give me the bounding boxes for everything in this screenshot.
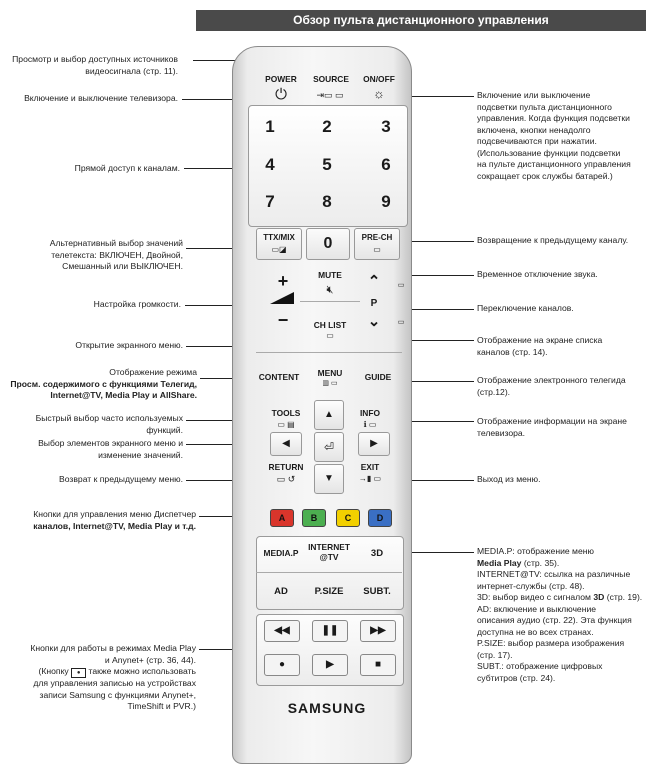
pause-icon[interactable]: ❚❚ (312, 620, 348, 642)
volume-down-button[interactable]: − (277, 310, 289, 330)
color-key-d[interactable]: D (368, 509, 392, 527)
annotation-power: Включение и выключение телевизора. (24, 93, 178, 103)
channel-up-button[interactable]: ⌃ (367, 273, 381, 290)
annotation-onoff: Включение или выключение подсветки пульта дистанционного управления. Когда функция подсветки включена, кнопки ненадолго подсвечиваются при нажатии. (Использование функции подсветки на пульте дистанционного управления сокращает срок службы батарей.) (477, 90, 631, 181)
brand-logo: SAMSUNG (287, 700, 367, 716)
nav-enter-button[interactable]: ⏎ (314, 432, 344, 462)
3d-button[interactable]: 3D (370, 548, 384, 559)
ch-list-icon: ▭ (326, 331, 334, 340)
leader-line (404, 552, 474, 553)
channel-label: P (370, 298, 378, 309)
channel-down-icon: ▭ (397, 319, 405, 326)
onoff-label: ON/OFF (363, 74, 395, 84)
annotation-content: Отображение режима Просм. содержимого с функциями Телегид, Internet@TV, Media Play и AllShare. (10, 367, 197, 400)
ttx-mix-button[interactable]: TTX/MIX ▭◪ (256, 228, 302, 260)
info-icon: ℹ ▭ (363, 420, 377, 429)
annotation-tools: Быстрый выбор часто используемых функций. (35, 413, 183, 435)
color-key-a[interactable]: A (270, 509, 294, 527)
record-icon: ● (71, 668, 86, 678)
return-icon: ▭ ↺ (276, 474, 296, 484)
digit-3-button[interactable]: 3 (381, 117, 391, 136)
digit-9-button[interactable]: 9 (381, 192, 391, 211)
digit-8-button[interactable]: 8 (322, 192, 332, 211)
content-button[interactable]: CONTENT (258, 372, 300, 382)
info-button[interactable]: INFO (359, 408, 380, 418)
internet-tv-button[interactable]: INTERNET @TV (308, 542, 350, 562)
power-label: POWER (265, 74, 297, 84)
channel-down-button[interactable]: ⌄ (367, 313, 381, 330)
color-key-b[interactable]: B (302, 509, 326, 527)
rewind-icon[interactable]: ◀◀ (264, 620, 300, 642)
digit-0-button[interactable]: 0 (306, 228, 350, 260)
digit-2-button[interactable]: 2 (322, 117, 332, 136)
record-icon[interactable]: ● (264, 654, 300, 676)
nav-left-button[interactable]: ◀ (270, 432, 302, 456)
volume-indicator (270, 292, 294, 304)
media-p-button[interactable]: MEDIA.P (263, 548, 299, 558)
annotation-guide: Отображение электронного телегида (стр.12). (477, 375, 626, 397)
power-icon[interactable]: ⏻ (275, 86, 287, 103)
stop-icon[interactable]: ■ (360, 654, 396, 676)
mute-icon[interactable]: 🔇︎ (326, 284, 334, 296)
digit-6-button[interactable]: 6 (381, 155, 391, 174)
p-size-button[interactable]: P.SIZE (314, 586, 344, 597)
divider (256, 572, 402, 573)
bulb-icon[interactable]: ☼ (373, 86, 385, 101)
guide-button[interactable]: GUIDE (364, 372, 392, 382)
nav-right-button[interactable]: ▶ (358, 432, 390, 456)
exit-button[interactable]: EXIT (360, 462, 380, 472)
digit-5-button[interactable]: 5 (322, 155, 332, 174)
annotation-channel: Переключение каналов. (477, 303, 574, 313)
annotation-function-keys: MEDIA.P: отображение меню Media Play (стр. 35). INTERNET@TV: ссылка на различные интернет-службы (стр. 48). 3D: выбор видео с сигналом 3D (стр. 19). AD: включение и выключение описания аудио (стр. 22). Эта функция доступна не во всех странах. P.SIZE: выбор размера изображения (стр. 17). SUBT.: отображение цифровых субтитров (стр. 24). (477, 546, 643, 683)
exit-icon: →▮ ▭ (358, 474, 382, 483)
menu-button[interactable]: MENU (317, 368, 343, 378)
annotation-direct-access: Прямой доступ к каналам. (74, 163, 180, 173)
mute-label: MUTE (318, 270, 342, 280)
annotation-media-keys: Кнопки для работы в режимах Media Play и Anynet+ (стр. 36, 44). (Кнопку ● также можно использовать для управления записью на устройствах записи Samsung с функциями Anynet+, TimeShift и PVR.) (30, 643, 196, 711)
annotation-exit: Выход из меню. (477, 474, 541, 484)
annotation-prech: Возвращение к предыдущему каналу. (477, 235, 629, 245)
ch-list-button[interactable]: CH LIST (313, 320, 347, 330)
divider (256, 352, 402, 353)
return-button[interactable]: RETURN (268, 462, 304, 472)
fast-forward-icon[interactable]: ▶▶ (360, 620, 396, 642)
annotation-volume: Настройка громкости. (93, 299, 181, 309)
nav-up-button[interactable]: ▲ (314, 400, 344, 430)
tools-icon: ▭ ▤ (277, 420, 295, 429)
menu-icon: ▥ ▭ (322, 380, 338, 387)
channel-up-icon: ▭ (397, 282, 405, 289)
digit-1-button[interactable]: 1 (265, 117, 275, 136)
annotation-teletext: Альтернативный выбор значений телетекста: ВКЛЮЧЕН, Двойной, Смешанный или ВЫКЛЮЧЕН. (49, 238, 183, 271)
volume-up-button[interactable]: + (277, 271, 289, 291)
annotation-select: Выбор элементов экранного меню и изменение значений. (38, 438, 183, 460)
annotation-source: Просмотр и выбор доступных источников видеосигнала (стр. 11). (12, 54, 178, 76)
subt-button[interactable]: SUBT. (363, 586, 391, 597)
annotation-return: Возврат к предыдущему меню. (59, 474, 183, 484)
annotation-menu: Открытие экранного меню. (75, 340, 183, 350)
nav-down-button[interactable]: ▼ (314, 464, 344, 494)
tools-button[interactable]: TOOLS (271, 408, 301, 418)
pre-ch-button[interactable]: PRE-CH ▭ (354, 228, 400, 260)
digit-7-button[interactable]: 7 (265, 192, 275, 211)
annotation-color-keys: Кнопки для управления меню Диспетчер каналов, Internet@TV, Media Play и т.д. (33, 509, 196, 531)
ad-button[interactable]: AD (274, 586, 288, 597)
source-label: SOURCE (313, 74, 349, 84)
source-icon[interactable]: ⇥▭ ▭ (316, 90, 344, 100)
color-key-c[interactable]: C (336, 509, 360, 527)
annotation-chlist: Отображение на экране списка каналов (стр. 14). (477, 335, 603, 357)
annotation-mute: Временное отключение звука. (477, 269, 598, 279)
page-title: Обзор пульта дистанционного управления (196, 10, 646, 31)
digit-4-button[interactable]: 4 (265, 155, 275, 174)
annotation-info: Отображение информации на экране телевизора. (477, 416, 627, 438)
play-icon[interactable]: ▶ (312, 654, 348, 676)
divider (300, 301, 360, 302)
